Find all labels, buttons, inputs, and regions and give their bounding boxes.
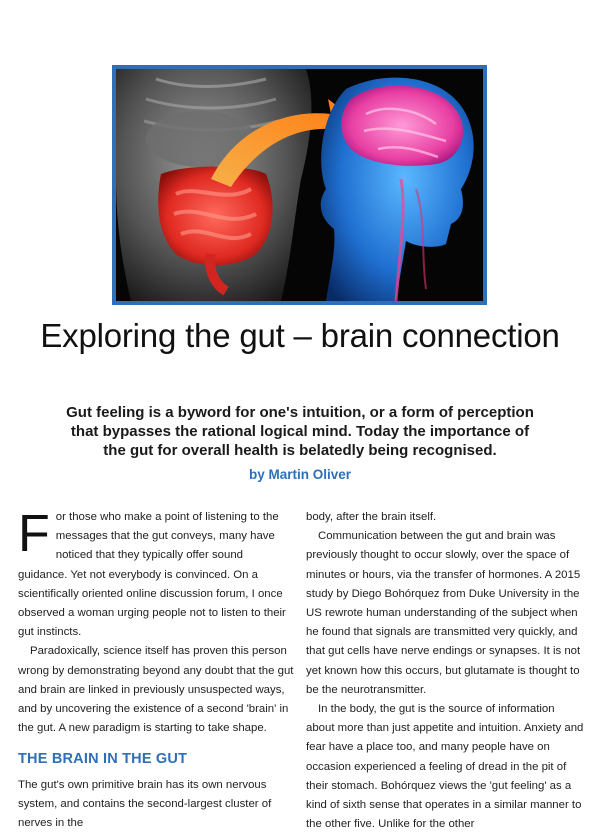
paragraph: body, after the brain itself. — [306, 511, 437, 523]
drop-cap: F — [18, 505, 50, 563]
paragraph: In the body, the gut is the source of information about more than just appetite and intuition. Anxiety and fear have a place too, and many people have on occasion experienced a feeling of dread in the pit of their stomach. Bohórquez views the 'gut feeling' as a kind of sixth sense that operates in a similar manner to the other five. Unlike for the other — [306, 703, 584, 831]
paragraph-text: or those who make a point of listening to the messages that the gut conveys, many have noticed that they typically offer sound guidance. Yet not everybody is convinced. On a scientifically oriented online discussion forum, I once observed a woman urging people not to listen to their gut instincts. — [18, 511, 286, 639]
gut-brain-illustration — [116, 69, 483, 301]
article-byline: by Martin Oliver — [248, 467, 352, 482]
section-heading: THE BRAIN IN THE GUT — [18, 751, 188, 768]
paragraph: Communication between the gut and brain was previously thought to occur slowly, over the space of minutes or hours, via the transfer of hormones. A 2015 study by Diego Bohórquez from Duke University in the US rewrote human understanding of the subject when he found that signals are transmitted very quickly, and that gut cells have nerve endings or synapses. It is not yet known how this occurs, but glutamate is thought to be the neurotransmitter. — [306, 530, 581, 696]
article-standfirst: Gut feeling is a byword for one's intuition, or a form of perception that bypasses the rational logical mind. Today the importance of the gut for overall health is belatedly being recognised. — [66, 404, 534, 459]
article-column-right — [306, 508, 584, 834]
paragraph: The gut's own primitive brain has its own nervous system, and contains the second-largest cluster of nerves in the — [18, 778, 272, 830]
hero-illustration — [112, 65, 487, 305]
paragraph: Paradoxically, science itself has proven this person wrong by demonstrating beyond any doubt that the gut and brain are linked in previously unsuspected ways, and by uncovering the existence of a second 'brain' in the gut. A new paradigm is starting to take shape. — [18, 645, 294, 735]
article-title: Exploring the gut – brain connection — [40, 317, 560, 354]
article-column-left — [18, 505, 294, 833]
paragraph — [18, 505, 294, 642]
